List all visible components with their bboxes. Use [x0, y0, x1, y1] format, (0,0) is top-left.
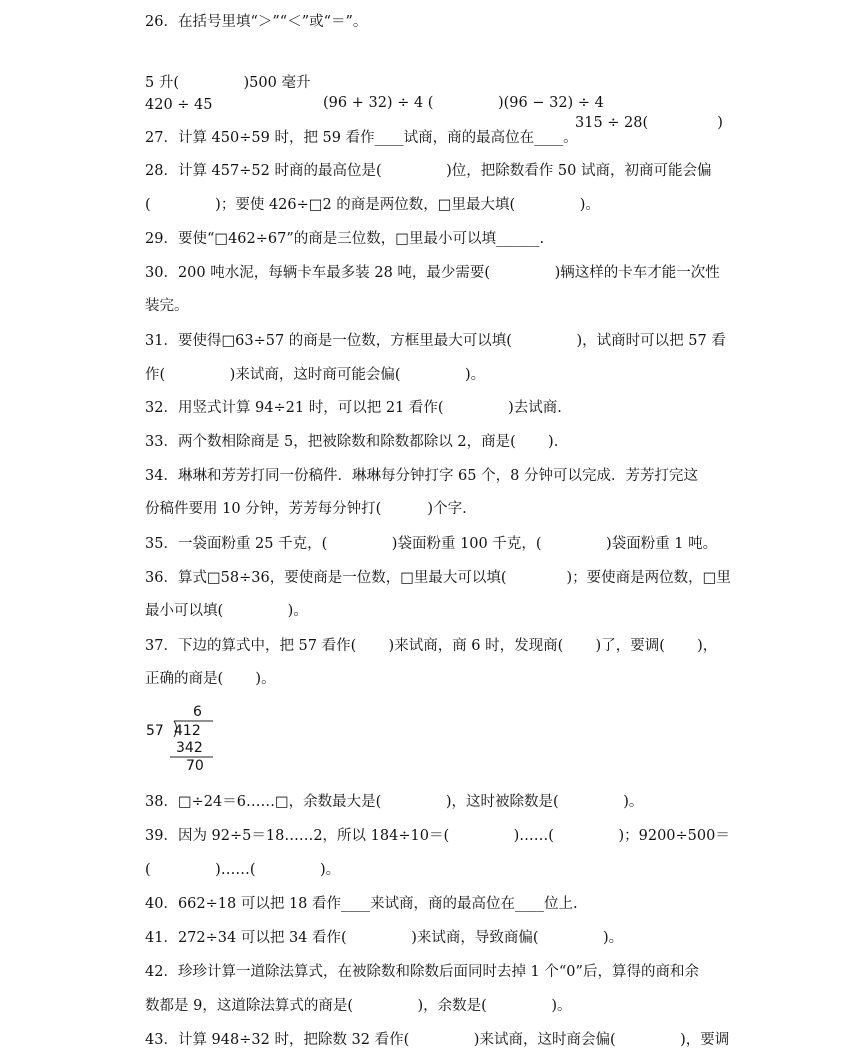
- question-37-line-2: 正确的商是( )。: [145, 671, 276, 687]
- question-28-line-2: ( )；要使 426÷□2 的商是两位数，□里最大填( )。: [145, 197, 600, 213]
- question-29: 29．要使“□462÷67”的商是三位数，□里最小可以填______.: [145, 231, 545, 247]
- question-36-line-1: 36．算式□58÷36，要使商是一位数，□里最大可以填( )；要使商是两位数，□里: [145, 570, 731, 586]
- division-remainder: 70: [186, 758, 204, 774]
- question-32: 32．用竖式计算 94÷21 时，可以把 21 看作( )去试商.: [145, 400, 562, 416]
- question-34-line-1: 34．琳琳和芳芳打同一份稿件．琳琳每分钟打字 65 个，8 分钟可以完成．芳芳打完这: [145, 468, 698, 484]
- question-30-line-1: 30．200 吨水泥，每辆卡车最多装 28 吨，最少需要( )辆这样的卡车才能一次性: [145, 265, 720, 281]
- compare-item-3: 315 ÷ 28( ): [575, 115, 723, 131]
- question-39-line-2: ( )……( )。: [145, 862, 341, 878]
- question-38: 38．□÷24＝6……□，余数最大是( )，这时被除数是( )。: [145, 794, 644, 810]
- division-product: 342: [176, 740, 203, 756]
- question-36-line-2: 最小可以填( )。: [145, 603, 308, 619]
- question-39-line-1: 39．因为 92÷5＝18……2，所以 184÷10＝( )……( )；9200÷500＝: [145, 828, 730, 844]
- question-31-line-2: 作( )来试商，这时商可能会偏( )。: [145, 367, 486, 383]
- question-43: 43．计算 948÷32 时，把除数 32 看作( )来试商，这时商会偏( )，要调: [145, 1032, 730, 1048]
- question-42-line-2: 数都是 9，这道除法算式的商是( )，余数是( )。: [145, 998, 572, 1014]
- long-division-figure: [145, 700, 235, 780]
- question-42-line-1: 42．珍珍计算一道除法算式，在被除数和除数后面同时去掉 1 个“0”后，算得的商和余: [145, 964, 699, 980]
- question-37-line-1: 37．下边的算式中，把 57 看作( )来试商，商 6 时，发现商( )了，要调( )，: [145, 638, 718, 654]
- question-28-line-1: 28．计算 457÷52 时商的最高位是( )位，把除数看作 50 试商，初商可能会偏: [145, 163, 712, 179]
- compare-item-4: 420 ÷ 45: [145, 97, 213, 113]
- question-35: 35．一袋面粉重 25 千克，( )袋面粉重 100 千克，( )袋面粉重 1 吨。: [145, 536, 718, 552]
- question-33: 33．两个数相除商是 5，把被除数和除数都除以 2，商是( ).: [145, 434, 559, 450]
- division-dividend: 412: [174, 723, 201, 739]
- question-34-line-2: 份稿件要用 10 分钟，芳芳每分钟打( )个字.: [145, 501, 467, 517]
- question-31-line-1: 31．要使得□63÷57 的商是一位数，方框里最大可以填( )，试商时可以把 57 看: [145, 333, 726, 349]
- question-40: 40．662÷18 可以把 18 看作____来试商，商的最高位在____位上.: [145, 896, 578, 912]
- question-26-text: 26．在括号里填“＞”“＜”或“＝”。: [145, 14, 368, 30]
- question-27: 27．计算 450÷59 时，把 59 看作____试商，商的最高位在____。: [145, 130, 578, 146]
- compare-item-1: 5 升( )500 毫升: [145, 75, 311, 91]
- question-41: 41．272÷34 可以把 34 看作( )来试商，导致商偏( )。: [145, 930, 624, 946]
- question-30-line-2: 装完。: [145, 298, 189, 314]
- division-divisor: 57: [146, 723, 164, 739]
- division-quotient: 6: [193, 704, 202, 720]
- compare-item-2: (96 + 32) ÷ 4 ( )(96 − 32) ÷ 4: [323, 95, 604, 111]
